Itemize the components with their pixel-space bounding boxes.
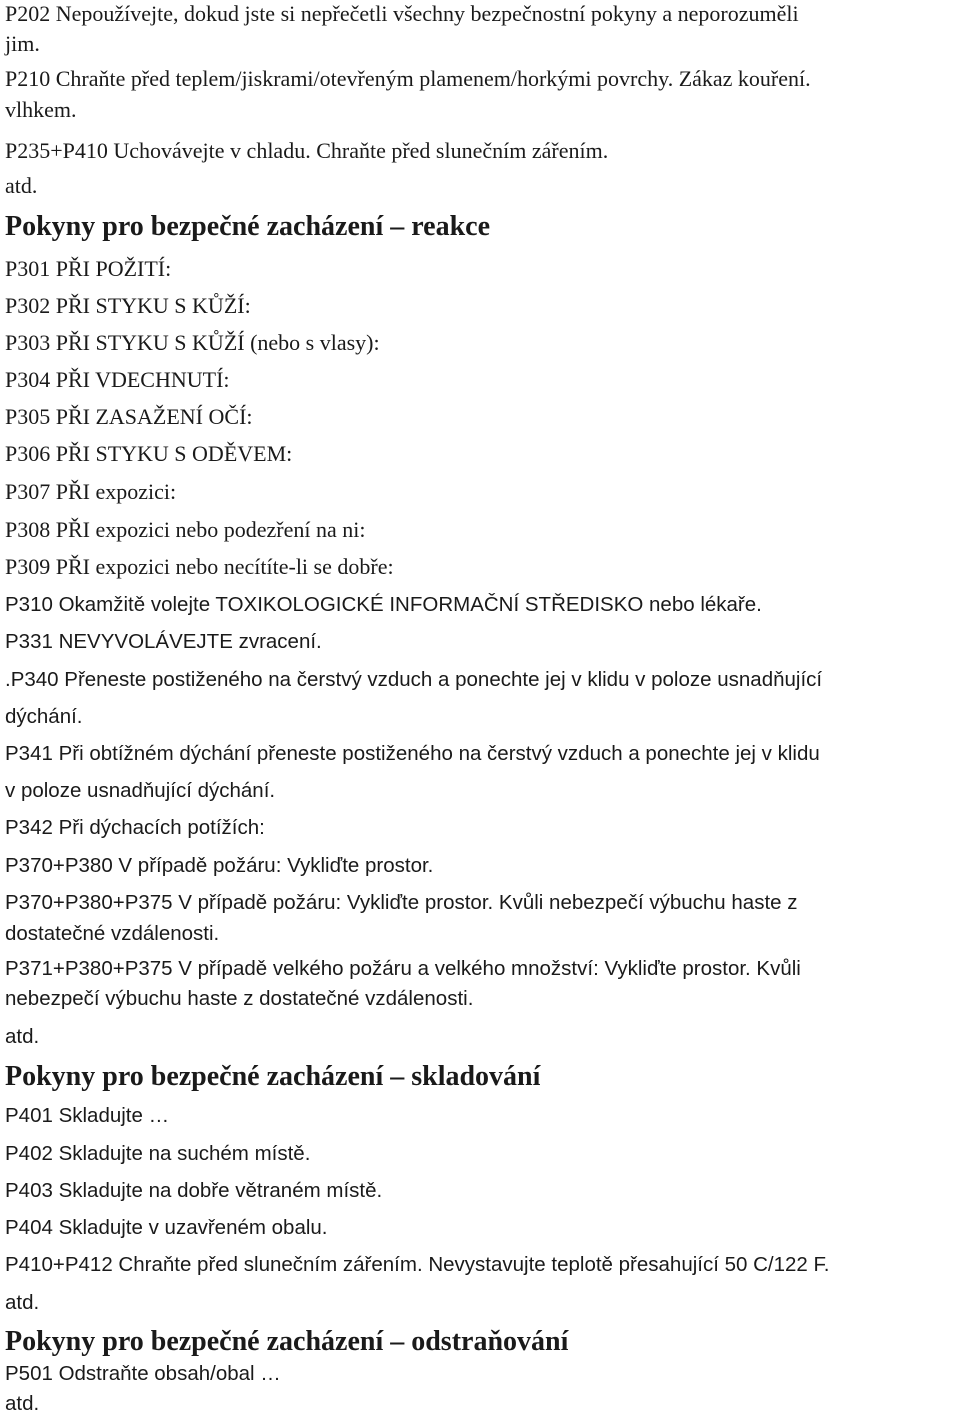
statement-p235-p410: P235+P410 Uchovávejte v chladu. Chraňte před slunečním zářením. xyxy=(5,138,609,163)
statement-p310: P310 Okamžitě volejte TOXIKOLOGICKÉ INFORMAČNÍ STŘEDISKO nebo lékaře. xyxy=(5,593,762,616)
statement-p371-p380-p375-cont: nebezpečí výbuchu haste z dostatečné vzdálenosti. xyxy=(5,987,474,1010)
statement-p309: P309 PŘI expozici nebo necítíte-li se dobře: xyxy=(5,554,394,579)
statement-p401: P401 Skladujte … xyxy=(5,1104,170,1127)
statement-p331: P331 NEVYVOLÁVEJTE zvracení. xyxy=(5,630,322,653)
statement-p370-p380: P370+P380 V případě požáru: Vykliďte prostor. xyxy=(5,854,434,877)
statement-p301: P301 PŘI POŽITÍ: xyxy=(5,256,172,281)
statement-p303: P303 PŘI STYKU S KŮŽÍ (nebo s vlasy): xyxy=(5,330,380,355)
statement-p340-cont: dýchání. xyxy=(5,705,83,728)
statement-p341-cont: v poloze usnadňující dýchání. xyxy=(5,779,276,802)
statement-p305: P305 PŘI ZASAŽENÍ OČÍ: xyxy=(5,404,253,429)
statement-p340: .P340 Přeneste postiženého na čerstvý vzduch a ponechte jej v klidu v poloze usnadňující xyxy=(5,668,823,691)
statement-p370-p380-p375-cont: dostatečné vzdálenosti. xyxy=(5,922,220,945)
statement-p202-cont: jim. xyxy=(5,31,40,56)
statement-p501: P501 Odstraňte obsah/obal … xyxy=(5,1362,281,1385)
etc-text: atd. xyxy=(5,1392,40,1415)
statement-p341: P341 Při obtížném dýchání přeneste postiženého na čerstvý vzduch a ponechte jej v klidu xyxy=(5,742,820,765)
statement-p308: P308 PŘI expozici nebo podezření na ni: xyxy=(5,517,366,542)
statement-p410-p412: P410+P412 Chraňte před slunečním zářením. Nevystavujte teplotě přesahující 50 C/122 F. xyxy=(5,1253,830,1276)
statement-p404: P404 Skladujte v uzavřeném obalu. xyxy=(5,1216,328,1239)
section-heading-skladovani: Pokyny pro bezpečné zacházení – skladování xyxy=(5,1061,541,1092)
etc-text: atd. xyxy=(5,1291,40,1314)
statement-p371-p380-p375: P371+P380+P375 V případě velkého požáru a velkého množství: Vykliďte prostor. Kvůli xyxy=(5,957,801,980)
statement-p307: P307 PŘI expozici: xyxy=(5,479,177,504)
section-heading-reakce: Pokyny pro bezpečné zacházení – reakce xyxy=(5,211,491,242)
section-heading-odstranovani: Pokyny pro bezpečné zacházení – odstraňování xyxy=(5,1326,569,1357)
statement-p306: P306 PŘI STYKU S ODĚVEM: xyxy=(5,441,293,466)
etc-text: atd. xyxy=(5,1025,40,1048)
statement-p342: P342 Při dýchacích potížích: xyxy=(5,816,265,839)
statement-p304: P304 PŘI VDECHNUTÍ: xyxy=(5,367,230,392)
statement-p202: P202 Nepoužívejte, dokud jste si nepřečetli všechny bezpečnostní pokyny a neporozuměli xyxy=(5,1,799,26)
statement-p403: P403 Skladujte na dobře větraném místě. xyxy=(5,1179,383,1202)
statement-p302: P302 PŘI STYKU S KŮŽÍ: xyxy=(5,293,251,318)
statement-p370-p380-p375: P370+P380+P375 V případě požáru: Vykliďte prostor. Kvůli nebezpečí výbuchu haste z xyxy=(5,891,798,914)
statement-p402: P402 Skladujte na suchém místě. xyxy=(5,1142,311,1165)
statement-p210: P210 Chraňte před teplem/jiskrami/otevřeným plamenem/horkými povrchy. Zákaz kouření. xyxy=(5,66,811,91)
statement-p210-cont: vlhkem. xyxy=(5,97,77,122)
etc-text: atd. xyxy=(5,173,38,198)
